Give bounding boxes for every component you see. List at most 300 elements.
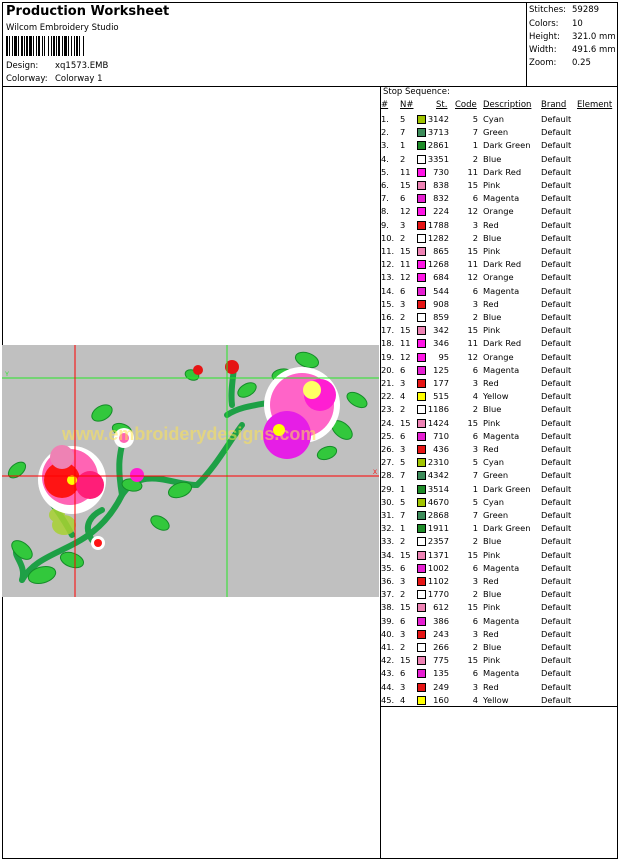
row-code: 3 — [472, 378, 478, 388]
row-code: 12 — [467, 206, 478, 217]
table-row — [381, 193, 617, 206]
row-code: 2 — [472, 232, 478, 243]
color-swatch — [417, 300, 426, 309]
row-needle: 5 — [400, 114, 406, 124]
row-description: Blue — [483, 312, 502, 322]
row-brand: Default — [541, 430, 572, 441]
row-brand: Default — [541, 655, 572, 666]
row-description: Pink — [483, 417, 501, 428]
row-description: Red — [483, 681, 499, 692]
row-stitches: 3351 — [427, 153, 449, 164]
row-stitches: 266 — [433, 642, 449, 652]
row-code: 2 — [472, 589, 478, 600]
color-swatch — [417, 524, 426, 533]
table-row — [381, 167, 617, 180]
row-index: 28. — [381, 470, 395, 481]
row-brand: Default — [541, 312, 572, 322]
row-stitches: 1268 — [427, 259, 449, 270]
color-swatch — [417, 564, 426, 573]
row-index: 39. — [381, 615, 395, 626]
row-needle: 15 — [400, 655, 411, 666]
row-description: Cyan — [483, 496, 505, 507]
row-description: Cyan — [483, 457, 505, 468]
table-row — [381, 378, 617, 391]
row-description: Blue — [483, 642, 502, 652]
table-row — [381, 391, 617, 404]
stat-zoom: Zoom: 0.25 — [529, 58, 591, 68]
table-row — [381, 536, 617, 549]
row-brand: Default — [541, 206, 572, 217]
row-code: 5 — [472, 114, 478, 124]
row-code: 6 — [472, 364, 478, 375]
color-swatch — [417, 419, 426, 428]
row-stitches: 865 — [433, 246, 449, 256]
row-needle: 1 — [400, 140, 406, 151]
row-code: 2 — [472, 153, 478, 164]
row-brand: Default — [541, 589, 572, 600]
table-row — [381, 497, 617, 510]
color-swatch — [417, 471, 426, 480]
row-description: Green — [483, 127, 509, 138]
row-description: Dark Green — [483, 523, 531, 534]
table-row — [381, 246, 617, 259]
row-index: 16. — [381, 312, 395, 322]
row-brand: Default — [541, 166, 572, 177]
table-row — [381, 510, 617, 523]
row-index: 35. — [381, 562, 395, 573]
row-code: 1 — [472, 483, 478, 494]
row-brand: Default — [541, 127, 572, 138]
color-swatch — [417, 458, 426, 467]
color-swatch — [417, 366, 426, 375]
row-index: 13. — [381, 272, 395, 283]
row-code: 12 — [467, 351, 478, 362]
row-stitches: 1788 — [427, 219, 449, 230]
row-stitches: 125 — [433, 364, 449, 375]
row-description: Red — [483, 628, 499, 639]
row-brand: Default — [541, 483, 572, 494]
watermark-text: www.embroiderydesigns.com — [62, 424, 317, 444]
color-swatch — [417, 537, 426, 546]
row-code: 3 — [472, 681, 478, 692]
row-description: Pink — [483, 655, 501, 666]
row-brand: Default — [541, 325, 572, 336]
row-description: Red — [483, 219, 499, 230]
row-code: 6 — [472, 285, 478, 296]
row-index: 27. — [381, 457, 395, 468]
row-code: 4 — [472, 694, 478, 705]
row-stitches: 2357 — [427, 536, 449, 547]
stats-divider — [526, 2, 527, 87]
row-needle: 6 — [400, 562, 406, 573]
row-description: Pink — [483, 180, 501, 190]
row-needle: 7 — [400, 127, 406, 138]
row-index: 5. — [381, 166, 389, 177]
row-description: Magenta — [483, 668, 520, 679]
row-needle: 15 — [400, 246, 411, 256]
color-swatch — [417, 577, 426, 586]
row-code: 6 — [472, 562, 478, 573]
row-description: Magenta — [483, 562, 520, 573]
row-brand: Default — [541, 153, 572, 164]
row-description: Blue — [483, 589, 502, 600]
row-description: Pink — [483, 602, 501, 613]
colorway-label: Colorway: — [6, 74, 48, 84]
table-row — [381, 286, 617, 299]
row-index: 44. — [381, 681, 395, 692]
row-index: 42. — [381, 655, 395, 666]
row-brand: Default — [541, 298, 572, 309]
color-swatch — [417, 630, 426, 639]
row-needle: 4 — [400, 694, 406, 705]
color-swatch — [417, 485, 426, 494]
row-brand: Default — [541, 259, 572, 270]
row-code: 15 — [467, 602, 478, 613]
row-stitches: 160 — [433, 694, 449, 705]
color-swatch — [417, 603, 426, 612]
row-index: 23. — [381, 404, 395, 415]
color-swatch — [417, 617, 426, 626]
row-brand: Default — [541, 246, 572, 256]
row-needle: 15 — [400, 549, 411, 560]
row-needle: 3 — [400, 378, 406, 388]
table-row — [381, 127, 617, 140]
row-needle: 6 — [400, 668, 406, 679]
row-code: 6 — [472, 193, 478, 204]
y-marker: Y — [5, 372, 10, 378]
row-needle: 15 — [400, 180, 411, 190]
color-swatch — [417, 326, 426, 335]
row-stitches: 2868 — [427, 510, 449, 520]
row-description: Blue — [483, 404, 502, 415]
row-needle: 7 — [400, 510, 406, 520]
row-index: 22. — [381, 391, 395, 402]
row-needle: 12 — [400, 272, 411, 283]
row-description: Magenta — [483, 193, 520, 204]
row-brand: Default — [541, 615, 572, 626]
row-needle: 11 — [400, 338, 411, 349]
table-row — [381, 312, 617, 325]
row-description: Orange — [483, 351, 514, 362]
row-code: 11 — [467, 166, 478, 177]
row-description: Red — [483, 576, 499, 586]
colorway-value: Colorway 1 — [55, 74, 103, 84]
row-needle: 5 — [400, 457, 406, 468]
row-index: 11. — [381, 246, 395, 256]
row-description: Blue — [483, 536, 502, 547]
row-needle: 2 — [400, 153, 406, 164]
row-brand: Default — [541, 642, 572, 652]
color-swatch — [417, 379, 426, 388]
row-stitches: 775 — [433, 655, 449, 666]
row-code: 3 — [472, 219, 478, 230]
row-needle: 15 — [400, 325, 411, 336]
row-stitches: 95 — [438, 351, 449, 362]
row-index: 2. — [381, 127, 389, 138]
col-header-needle: N# — [400, 100, 414, 110]
row-index: 33. — [381, 536, 395, 547]
frame-right — [617, 2, 618, 859]
row-brand: Default — [541, 404, 572, 415]
row-index: 36. — [381, 576, 395, 586]
row-code: 12 — [467, 272, 478, 283]
row-stitches: 908 — [433, 298, 449, 309]
row-code: 6 — [472, 430, 478, 441]
row-index: 3. — [381, 140, 389, 151]
row-code: 15 — [467, 417, 478, 428]
color-swatch — [417, 551, 426, 560]
row-code: 1 — [472, 523, 478, 534]
row-brand: Default — [541, 180, 572, 190]
row-stitches: 1770 — [427, 589, 449, 600]
color-swatch — [417, 234, 426, 243]
row-needle: 2 — [400, 312, 406, 322]
row-code: 6 — [472, 668, 478, 679]
row-brand: Default — [541, 510, 572, 520]
col-header-code: Code — [455, 100, 477, 110]
row-description: Yellow — [483, 391, 509, 402]
table-row — [381, 154, 617, 167]
row-code: 7 — [472, 470, 478, 481]
row-brand: Default — [541, 351, 572, 362]
row-description: Magenta — [483, 285, 520, 296]
stat-height: Height: 321.0 mm — [529, 32, 616, 42]
row-index: 10. — [381, 232, 395, 243]
row-brand: Default — [541, 417, 572, 428]
barcode — [6, 36, 131, 56]
table-row — [381, 444, 617, 457]
color-swatch — [417, 221, 426, 230]
row-brand: Default — [541, 549, 572, 560]
table-row — [381, 484, 617, 497]
table-row — [381, 655, 617, 668]
color-swatch — [417, 392, 426, 401]
row-description: Orange — [483, 206, 514, 217]
table-row — [381, 220, 617, 233]
row-brand: Default — [541, 536, 572, 547]
color-swatch — [417, 115, 426, 124]
table-row — [381, 338, 617, 351]
row-index: 12. — [381, 259, 395, 270]
row-code: 3 — [472, 628, 478, 639]
color-swatch — [417, 207, 426, 216]
row-needle: 6 — [400, 615, 406, 626]
row-stitches: 3514 — [427, 483, 449, 494]
row-description: Magenta — [483, 430, 520, 441]
row-needle: 7 — [400, 470, 406, 481]
row-description: Dark Green — [483, 140, 531, 151]
table-row — [381, 523, 617, 536]
row-code: 4 — [472, 391, 478, 402]
color-swatch — [417, 194, 426, 203]
row-stitches: 4670 — [427, 496, 449, 507]
row-index: 1. — [381, 114, 389, 124]
row-code: 15 — [467, 325, 478, 336]
row-index: 38. — [381, 602, 395, 613]
row-brand: Default — [541, 576, 572, 586]
row-stitches: 684 — [433, 272, 449, 283]
row-needle: 6 — [400, 285, 406, 296]
stat-width: Width: 491.6 mm — [529, 45, 616, 55]
row-code: 1 — [472, 140, 478, 151]
row-description: Green — [483, 510, 509, 520]
row-brand: Default — [541, 628, 572, 639]
row-index: 6. — [381, 180, 389, 190]
row-brand: Default — [541, 457, 572, 468]
row-code: 11 — [467, 338, 478, 349]
row-stitches: 135 — [433, 668, 449, 679]
color-swatch — [417, 260, 426, 269]
row-description: Cyan — [483, 114, 505, 124]
row-brand: Default — [541, 444, 572, 454]
table-row — [381, 695, 617, 708]
row-needle: 1 — [400, 523, 406, 534]
color-swatch — [417, 353, 426, 362]
embroidery-artwork — [2, 345, 379, 597]
row-needle: 15 — [400, 417, 411, 428]
color-swatch — [417, 683, 426, 692]
row-code: 15 — [467, 246, 478, 256]
row-stitches: 346 — [433, 338, 449, 349]
row-stitches: 1002 — [427, 562, 449, 573]
row-code: 3 — [472, 298, 478, 309]
col-header-index: # — [381, 100, 389, 110]
row-needle: 12 — [400, 206, 411, 217]
row-stitches: 515 — [433, 391, 449, 402]
row-needle: 3 — [400, 219, 406, 230]
row-index: 7. — [381, 193, 389, 204]
color-swatch — [417, 432, 426, 441]
row-brand: Default — [541, 193, 572, 204]
row-code: 3 — [472, 576, 478, 586]
row-code: 2 — [472, 536, 478, 547]
row-stitches: 243 — [433, 628, 449, 639]
row-brand: Default — [541, 364, 572, 375]
row-index: 43. — [381, 668, 395, 679]
stat-stitches: Stitches: 59289 — [529, 5, 600, 15]
row-description: Pink — [483, 246, 501, 256]
col-header-description: Description — [483, 100, 532, 110]
table-row — [381, 365, 617, 378]
row-index: 18. — [381, 338, 395, 349]
col-header-brand: Brand — [541, 100, 567, 110]
row-description: Dark Green — [483, 483, 531, 494]
table-row — [381, 470, 617, 483]
row-description: Pink — [483, 549, 501, 560]
row-brand: Default — [541, 140, 572, 151]
row-needle: 3 — [400, 576, 406, 586]
row-stitches: 177 — [433, 378, 449, 388]
table-row — [381, 404, 617, 417]
color-swatch — [417, 339, 426, 348]
table-row — [381, 563, 617, 576]
table-row — [381, 418, 617, 431]
row-stitches: 3142 — [427, 114, 449, 124]
row-stitches: 4342 — [427, 470, 449, 481]
software-name: Wilcom Embroidery Studio — [6, 23, 119, 33]
row-index: 15. — [381, 298, 395, 309]
row-index: 41. — [381, 642, 395, 652]
row-stitches: 710 — [433, 430, 449, 441]
table-row — [381, 180, 617, 193]
row-stitches: 2310 — [427, 457, 449, 468]
row-needle: 6 — [400, 193, 406, 204]
color-swatch — [417, 273, 426, 282]
row-brand: Default — [541, 285, 572, 296]
row-code: 15 — [467, 549, 478, 560]
row-brand: Default — [541, 338, 572, 349]
table-row — [381, 602, 617, 615]
row-description: Red — [483, 298, 499, 309]
row-needle: 15 — [400, 602, 411, 613]
table-row — [381, 259, 617, 272]
row-code: 15 — [467, 655, 478, 666]
row-description: Orange — [483, 272, 514, 283]
row-stitches: 2861 — [427, 140, 449, 151]
row-index: 26. — [381, 444, 395, 454]
row-code: 6 — [472, 615, 478, 626]
row-code: 2 — [472, 404, 478, 415]
color-swatch — [417, 247, 426, 256]
row-index: 45. — [381, 694, 395, 705]
row-stitches: 838 — [433, 180, 449, 190]
color-swatch — [417, 141, 426, 150]
table-row — [381, 668, 617, 681]
table-row — [381, 272, 617, 285]
row-description: Green — [483, 470, 509, 481]
row-needle: 11 — [400, 166, 411, 177]
row-code: 3 — [472, 444, 478, 454]
row-index: 34. — [381, 549, 395, 560]
row-needle: 6 — [400, 364, 406, 375]
row-stitches: 730 — [433, 166, 449, 177]
table-row — [381, 682, 617, 695]
color-swatch — [417, 590, 426, 599]
color-swatch — [417, 445, 426, 454]
color-swatch — [417, 155, 426, 164]
row-needle: 11 — [400, 259, 411, 270]
color-swatch — [417, 168, 426, 177]
row-index: 40. — [381, 628, 395, 639]
row-description: Yellow — [483, 694, 509, 705]
row-stitches: 832 — [433, 193, 449, 204]
row-description: Blue — [483, 153, 502, 164]
row-brand: Default — [541, 272, 572, 283]
row-stitches: 342 — [433, 325, 449, 336]
row-brand: Default — [541, 681, 572, 692]
row-description: Magenta — [483, 364, 520, 375]
color-swatch — [417, 313, 426, 322]
row-index: 20. — [381, 364, 395, 375]
table-row — [381, 233, 617, 246]
row-stitches: 386 — [433, 615, 449, 626]
row-index: 32. — [381, 523, 395, 534]
row-index: 37. — [381, 589, 395, 600]
row-description: Red — [483, 444, 499, 454]
row-needle: 3 — [400, 681, 406, 692]
table-row — [381, 616, 617, 629]
row-stitches: 612 — [433, 602, 449, 613]
row-needle: 5 — [400, 496, 406, 507]
row-code: 2 — [472, 642, 478, 652]
x-marker: X — [373, 470, 378, 476]
table-row — [381, 114, 617, 127]
color-swatch — [417, 181, 426, 190]
row-code: 5 — [472, 496, 478, 507]
row-stitches: 436 — [433, 444, 449, 454]
row-description: Red — [483, 378, 499, 388]
row-brand: Default — [541, 114, 572, 124]
